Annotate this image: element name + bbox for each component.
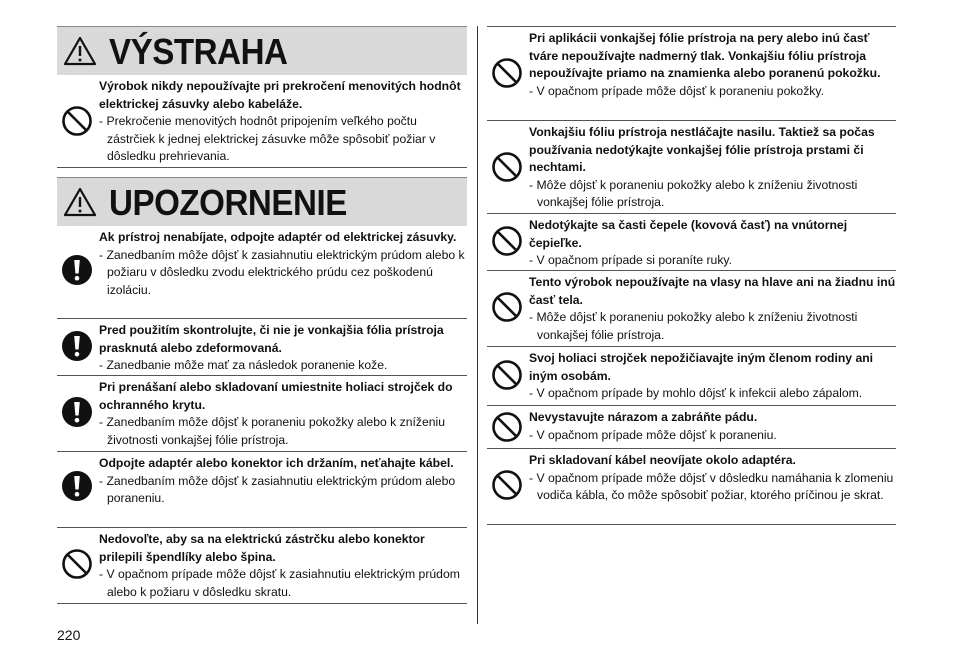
caution-item [57, 452, 467, 528]
item-heading: Pri aplikácii vonkajšej fólie prístroja na pery alebo inú časť tváre nepoužívajte nadmerný tlak. Vonkajšiu fóliu prístroja nepoužívajte priamo na znamienka alebo poranenú pokožku. [529, 31, 881, 81]
item-heading: Svoj holiaci strojček nepožičiavajte iným členom rodiny ani iným osobám. [529, 351, 874, 383]
mandatory-icon [61, 254, 93, 286]
item-note: - V opačnom prípade by mohlo dôjsť k infekcii alebo zápalom. [529, 386, 863, 401]
prohibition-icon [61, 105, 93, 137]
item-heading: Vonkajšiu fóliu prístroja nestláčajte nasilu. Taktiež sa počas používania nedotýkajte vonkajšej fólie prístroja prstami či nechtami. [529, 125, 875, 175]
item-heading: Pri skladovaní kábel neovíjate okolo adaptéra. [529, 453, 796, 467]
warning-triangle-icon [63, 187, 97, 217]
prohibition-icon [491, 291, 523, 323]
warning-item [57, 75, 467, 168]
item-heading: Odpojte adaptér alebo konektor ich držaním, neťahajte kábel. [99, 456, 454, 470]
caution-item [487, 27, 896, 121]
item-heading: Nevystavujte nárazom a zabráňte pádu. [529, 410, 758, 424]
item-note: - V opačnom prípade si poraníte ruky. [529, 253, 733, 268]
item-note: - V opačnom prípade môže dôjsť k poraneniu. [529, 427, 777, 442]
mandatory-icon [61, 330, 93, 362]
item-note: - Zanedbanie môže mať za následok poranenie kože. [99, 358, 388, 373]
caution-item [487, 449, 896, 525]
page-number: 220 [57, 627, 81, 643]
item-note: - Zanedbaním môže dôjsť k zasiahnutiu elektrickým prúdom alebo poraneniu. [99, 473, 456, 506]
item-note: - Môže dôjsť k poraneniu pokožky alebo k zníženiu životnosti vonkajšej fólie prístroja. [529, 177, 858, 210]
item-heading: Výrobok nikdy nepoužívajte pri prekročení menovitých hodnôt elektrickej zásuvky alebo kabeláže. [99, 79, 461, 111]
prohibition-icon [491, 411, 523, 443]
caution-item [57, 376, 467, 452]
column-divider [477, 26, 478, 624]
item-heading: Nedotýkajte sa časti čepele (kovová časť) na vnútornej čepieľke. [529, 218, 848, 250]
warning-triangle-icon [63, 36, 97, 66]
item-heading: Ak prístroj nenabíjate, odpojte adaptér od elektrickej zásuvky. [99, 230, 457, 244]
prohibition-icon [61, 548, 93, 580]
item-note: - Zanedbaním môže dôjsť k poraneniu pokožky alebo k zníženiu životnosti vonkajšej fólie prístroja. [99, 415, 446, 447]
item-note: - Zanedbaním môže dôjsť k zasiahnutiu elektrickým prúdom alebo k požiaru v dôsledku zvodu elektrického prúdu cez poškodenú izoláciu. [99, 247, 465, 297]
item-note: - Prekročenie menovitých hodnôt pripojením veľkého počtu zástrčiek k jednej elektrickej zásuvke môže spôsobiť požiar v dôsledku prehrievania. [99, 114, 436, 164]
prohibition-icon [491, 57, 523, 89]
prohibition-icon [491, 151, 523, 183]
caution-item [57, 528, 467, 604]
item-note: - V opačnom prípade môže dôjsť k poraneniu pokožky. [529, 83, 824, 98]
warning-banner [57, 26, 467, 75]
item-heading: Pred použitím skontrolujte, či nie je vonkajšia fólia prístroja prasknutá alebo zdeformovaná. [99, 323, 444, 355]
caution-item [487, 271, 896, 347]
caution-title: UPOZORNENIE [109, 182, 347, 223]
item-heading: Tento výrobok nepoužívajte na vlasy na hlave ani na žiadnu inú časť tela. [529, 275, 896, 307]
caution-item [487, 121, 896, 214]
item-note: - Môže dôjsť k poraneniu pokožky alebo k zníženiu životnosti vonkajšej fólie prístroja. [529, 310, 858, 342]
item-note: - V opačnom prípade môže dôjsť k zasiahnutiu elektrickým prúdom alebo k požiaru v dôsledku skratu. [99, 567, 460, 599]
item-heading: Pri prenášaní alebo skladovaní umiestnite holiaci strojček do ochranného krytu. [99, 380, 453, 412]
caution-item [487, 347, 896, 406]
mandatory-icon [61, 396, 93, 428]
item-note: - V opačnom prípade môže dôjsť v dôsledku namáhania k zlomeniu vodiča kábla, čo môže spôsobiť požiar, ktorého príčinou je skrat. [529, 470, 894, 503]
warning-title: VÝSTRAHA [109, 31, 288, 72]
caution-banner [57, 177, 467, 226]
mandatory-icon [61, 470, 93, 502]
prohibition-icon [491, 359, 523, 391]
prohibition-icon [491, 225, 523, 257]
caution-item [487, 406, 896, 449]
caution-item [57, 226, 467, 319]
prohibition-icon [491, 469, 523, 501]
item-heading: Nedovoľte, aby sa na elektrickú zástrčku alebo konektor prilepili špendlíky alebo špina. [99, 532, 425, 564]
caution-item [487, 214, 896, 271]
caution-item [57, 319, 467, 376]
